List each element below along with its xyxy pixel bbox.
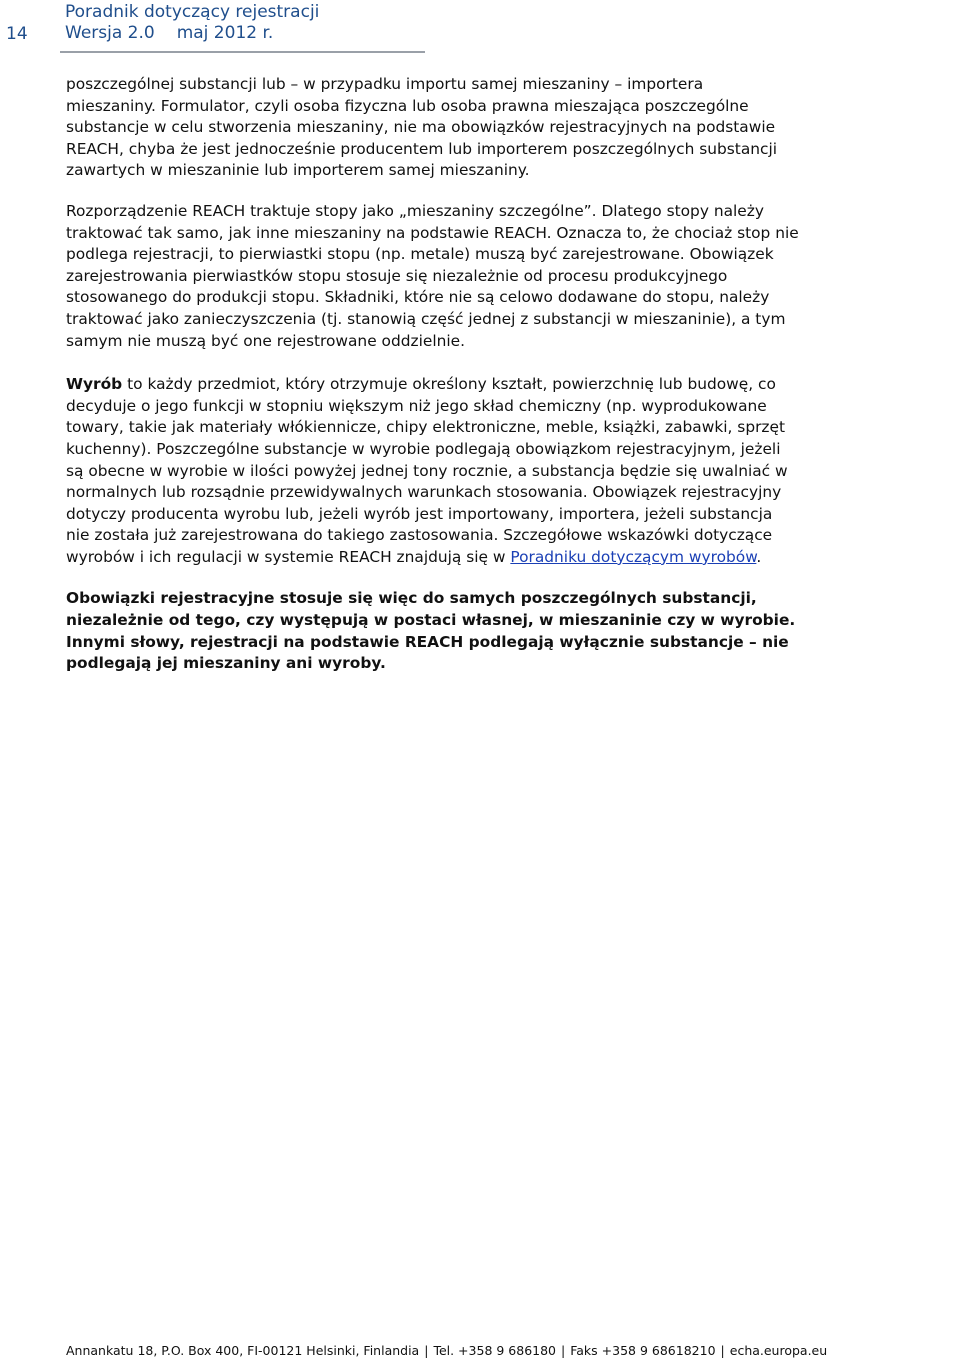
text-line: traktować jako zanieczyszczenia (tj. stanowią część jednej z substancji w mieszaninie), a tym: [66, 309, 786, 328]
text-fragment: to każdy przedmiot, który otrzymuje określony kształt, powierzchnię lub budowę, co: [122, 375, 776, 394]
text-line: [66, 374, 906, 396]
text-line: podlegają jej mieszaniny ani wyroby.: [66, 654, 386, 673]
text-line: mieszaniny. Formulator, czyli osoba fizyczna lub osoba prawna mieszająca poszczególne: [66, 96, 749, 115]
text-line: traktować tak samo, jak inne mieszaniny na podstawie REACH. Oznacza to, że chociaż stop nie: [66, 223, 799, 242]
footer-website: echa.europa.eu: [729, 1343, 828, 1358]
footer-separator: |: [561, 1343, 566, 1358]
document-title: Poradnik dotyczący rejestracji: [65, 2, 320, 22]
paragraph-formulator: [66, 74, 906, 182]
text-line: normalnych lub rozsądnie przewidywalnych warunkach stosowania. Obowiązek rejestracyjny: [66, 483, 782, 502]
text-fragment: .: [756, 547, 762, 566]
footer-separator: |: [720, 1343, 725, 1358]
text-line: zawartych w mieszaninie lub importerem samej mieszaniny.: [66, 161, 530, 180]
text-line: towary, takie jak materiały włókiennicze, chipy elektroniczne, meble, książki, zabawki, sprzęt: [66, 418, 785, 437]
text-line: kuchenny). Poszczególne substancje w wyrobie podlegają obowiązkom rejestracyjnym, jeżeli: [66, 439, 781, 458]
text-line: dotyczy producenta wyrobu lub, jeżeli wyrób jest importowany, importera, jeżeli substancja: [66, 504, 773, 523]
footer-address: Annankatu 18, P.O. Box 400, FI-00121 Helsinki, Finlandia: [66, 1343, 420, 1358]
text-line: substancje w celu stworzenia mieszaniny, nie ma obowiązków rejestracyjnych na podstawie: [66, 118, 776, 137]
paragraph-alloys: [66, 201, 906, 352]
page-header: [0, 0, 960, 56]
text-line: REACH, chyba że jest jednocześnie producentem lub importerem poszczególnych substancji: [66, 139, 778, 158]
text-line: poszczególnej substancji lub – w przypadku importu samej mieszaniny – importera: [66, 75, 704, 93]
document-version-line: [65, 23, 273, 43]
text-line: nie została już zarejestrowana do takiego zastosowania. Szczegółowe wskazówki dotyczące: [66, 526, 773, 545]
text-line: [66, 547, 906, 569]
page-number: 14: [6, 24, 28, 44]
footer-tel: Tel. +358 9 686180: [433, 1343, 557, 1358]
text-line: Obowiązki rejestracyjne stosuje się więc do samych poszczególnych substancji,: [66, 589, 757, 608]
paragraph-articles: [66, 374, 906, 568]
text-line: decyduje o jego funkcji w stopniu większym niż jego skład chemiczny (np. wyprodukowane: [66, 396, 767, 415]
footer-separator: |: [424, 1343, 429, 1358]
text-line: samym nie muszą być one rejestrowane oddzielnie.: [66, 331, 465, 350]
articles-guidance-link[interactable]: Poradniku dotyczącym wyrobów: [510, 547, 757, 566]
page-footer: [66, 1343, 827, 1358]
page-body: [66, 74, 906, 675]
text-fragment: wyrobów i ich regulacji w systemie REACH znajdują się w: [66, 547, 511, 566]
text-line: zarejestrowania pierwiastków stopu stosuje się niezależnie od procesu produkcyjnego: [66, 266, 728, 285]
text-line: są obecne w wyrobie w ilości powyżej jednej tony rocznie, a substancja będzie się uwalniać w: [66, 461, 788, 480]
text-line: podlega rejestracji, to pierwiastki stopu (np. metale) muszą być zarejestrowane. Obowiązek: [66, 245, 774, 264]
header-divider: [60, 51, 425, 53]
text-line: Rozporządzenie REACH traktuje stopy jako „mieszaniny szczególne”. Dlatego stopy należy: [66, 201, 764, 220]
text-line: stosowanego do produkcji stopu. Składniki, które nie są celowo dodawane do stopu, należy: [66, 288, 770, 307]
document-version: Wersja 2.0: [65, 23, 155, 43]
text-line: niezależnie od tego, czy występują w postaci własnej, w mieszaninie czy w wyrobie.: [66, 611, 796, 630]
document-date: maj 2012 r.: [176, 23, 274, 43]
text-line: Innymi słowy, rejestracji na podstawie REACH podlegają wyłącznie substancje – nie: [66, 632, 789, 651]
footer-fax: Faks +358 9 68618210: [570, 1343, 716, 1358]
term-article: Wyrób: [66, 375, 123, 394]
paragraph-summary-bold: [66, 588, 906, 674]
